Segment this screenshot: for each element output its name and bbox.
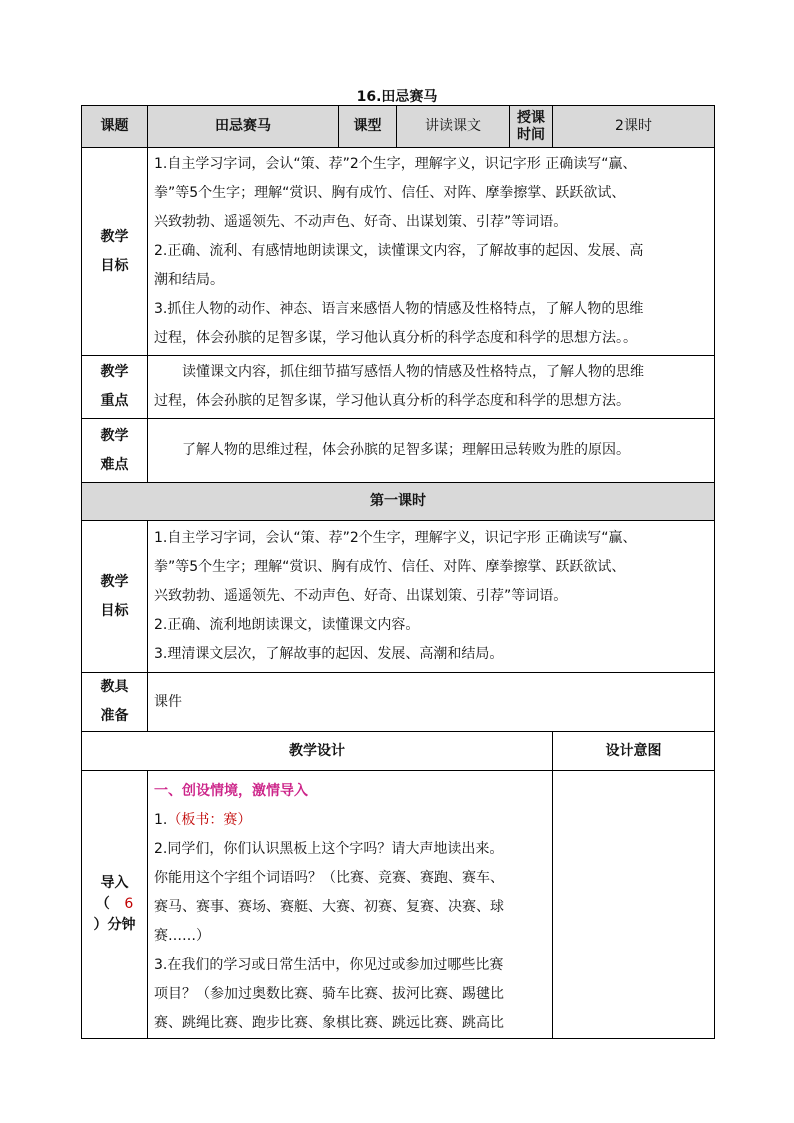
- goals2-line: 拳”等5个生字；理解“赏识、胸有成竹、信任、对阵、摩拳擦掌、跃跃欲试、: [154, 559, 626, 575]
- key-label: [82, 356, 148, 419]
- tools-label-line1: 教具: [100, 679, 129, 695]
- goals2-line: 2.正确、流利地朗读课文，读懂课文内容。: [154, 617, 420, 633]
- intro-line: 赛马、赛事、赛场、赛艇、大赛、初赛、复赛、决赛、球: [154, 899, 504, 915]
- goals-line: 兴致勃勃、遥遥领先、不动声色、好奇、出谋划策、引荐”等词语。: [154, 214, 568, 230]
- difficulty-label: [82, 419, 148, 483]
- goals-label: [82, 148, 148, 356]
- intro-line: [154, 806, 548, 835]
- goals-line: 3.抓住人物的动作、神态、语言来感悟人物的情感及性格特点，了解人物的思维: [154, 301, 644, 317]
- time-label-line1: 授课: [517, 109, 545, 126]
- goals-label-line1: 教学: [100, 228, 129, 245]
- goals2-line: 兴致勃勃、遥遥领先、不动声色、好奇、出谋划策、引荐”等词语。: [154, 588, 568, 604]
- goals2-label: [82, 521, 148, 673]
- time-label: [510, 106, 553, 148]
- intro-label-line3: ）分钟: [93, 917, 136, 933]
- intro-line: 你能用这个字组个词语吗？（比赛、竞赛、赛跑、赛车、: [154, 870, 504, 886]
- goals-line: 拳”等5个生字；理解“赏识、胸有成竹、信任、对阵、摩拳擦掌、跃跃欲试、: [154, 185, 626, 201]
- tools-row: [82, 673, 715, 732]
- intro-line: 项目？（参加过奥数比赛、骑车比赛、拔河比赛、踢毽比: [154, 986, 504, 1002]
- lesson-plan-table: [81, 105, 715, 1039]
- design-header: 教学设计: [82, 732, 553, 771]
- goals2-label-line1: 教学: [100, 573, 129, 590]
- key-label-line1: 教学: [100, 364, 129, 380]
- document-title: 16.田忌赛马: [356, 89, 438, 105]
- intro-label: [82, 771, 148, 1039]
- difficulty-label-line1: 教学: [100, 427, 129, 444]
- intent-header: 设计意图: [553, 732, 715, 771]
- intro-minutes: 6: [124, 896, 134, 912]
- goals-label-line2: 目标: [100, 257, 129, 274]
- key-content: [148, 356, 715, 419]
- time-value: 2课时: [553, 106, 715, 148]
- difficulty-content: [148, 419, 715, 483]
- tools-content: [148, 673, 715, 732]
- intro-line: 赛、跳绳比赛、跑步比赛、象棋比赛、跳远比赛、跳高比: [154, 1015, 504, 1031]
- goals2-row: [82, 521, 715, 673]
- key-line: 过程，体会孙膑的足智多谋，学习他认真分析的科学态度和科学的思想方法。: [154, 393, 630, 409]
- type-label: 课型: [339, 106, 397, 148]
- intro-line: 2.同学们，你们认识黑板上这个字吗？请大声地读出来。: [154, 841, 504, 857]
- design-header-row: [82, 732, 715, 771]
- key-row: [82, 356, 715, 419]
- intro-line1-prefix: 1.: [154, 812, 168, 828]
- difficulty-text: 了解人物的思维过程，体会孙膑的足智多谋；理解田忌转败为胜的原因。: [182, 442, 630, 458]
- intro-heading: 一、创设情境，激情导入: [154, 783, 308, 799]
- key-line: 读懂课文内容，抓住细节描写感悟人物的情感及性格特点，了解人物的思维: [182, 364, 644, 380]
- tools-text: 课件: [154, 693, 182, 710]
- intro-content: [148, 771, 553, 1039]
- goals2-label-line2: 目标: [100, 602, 129, 619]
- topic-label: 课题: [82, 106, 148, 148]
- goals2-line: 3.理清课文层次，了解故事的起因、发展、高潮和结局。: [154, 646, 504, 662]
- intro-line: 赛……）: [154, 928, 210, 944]
- tools-label: [82, 673, 148, 732]
- topic-value: 田忌赛马: [148, 106, 339, 148]
- intro-label-line2: [82, 894, 147, 915]
- goals-line: 过程，体会孙膑的足智多谋，学习他认真分析的科学态度和科学的思想方法。。: [154, 330, 637, 346]
- key-label-line2: 重点: [100, 393, 129, 409]
- time-label-line2: 时间: [517, 126, 545, 143]
- difficulty-label-line2: 难点: [100, 456, 129, 473]
- type-value: 讲读课文: [397, 106, 510, 148]
- intro-intent: [553, 771, 715, 1039]
- period-title: 第一课时: [82, 483, 715, 521]
- intro-line: 3.在我们的学习或日常生活中，你见过或参加过哪些比赛: [154, 957, 504, 973]
- goals-line: 1.自主学习字词，会认“策、荐”2个生字，理解字义，识记字形 正确读写“赢、: [154, 156, 637, 172]
- intro-label-paren: （: [95, 896, 110, 912]
- goals2-content: [148, 521, 715, 673]
- goals-line: 2.正确、流利、有感情地朗读课文，读懂课文内容，了解故事的起因、发展、高: [154, 243, 644, 259]
- intro-board-note: （板书：赛）: [167, 812, 252, 828]
- tools-label-line2: 准备: [100, 708, 129, 724]
- intro-label-line1: 导入: [100, 875, 129, 891]
- goals-content: [148, 148, 715, 356]
- intro-row: [82, 771, 715, 1039]
- period-row: [82, 483, 715, 521]
- difficulty-row: [82, 419, 715, 483]
- header-row: [82, 106, 715, 148]
- goals2-line: 1.自主学习字词，会认“策、荐”2个生字，理解字义，识记字形 正确读写“赢、: [154, 530, 637, 546]
- goals-line: 潮和结局。: [154, 272, 224, 288]
- goals-row: [82, 148, 715, 356]
